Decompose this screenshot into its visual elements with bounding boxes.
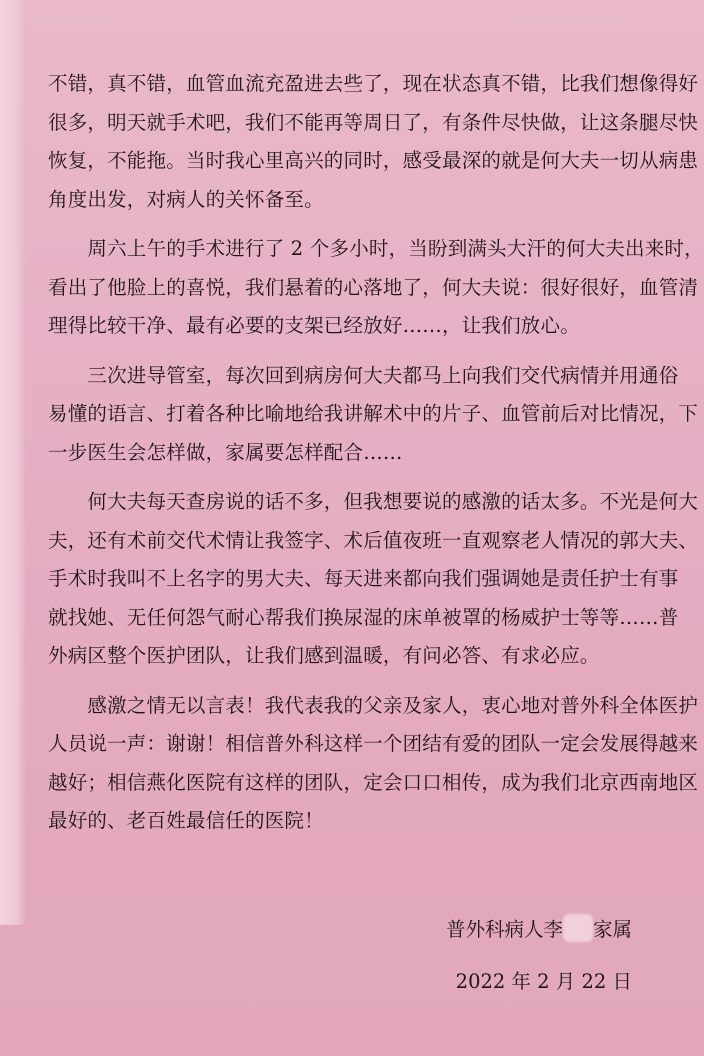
text-line: 越好；相信燕化医院有这样的团队，定会口口相传，成为我们北京西南地区 xyxy=(48,770,699,794)
text-line: 很多，明天就手术吧，我们不能再等周日了，有条件尽快做，让这条腿尽快 xyxy=(48,110,699,134)
signature-name xyxy=(446,906,632,954)
text-line: 易懂的语言、打着各种比喻地给我讲解术中的片子、血管前后对比情况，下 xyxy=(48,402,699,425)
signature-date: 2022 年 2 月 22 日 xyxy=(455,970,632,993)
text-line: 感激之情无以言表！我代表我的父亲及家人，衷心地对普外科全体医护 xyxy=(48,693,699,717)
text-line: 手术时我叫不上名字的男大夫、每天进来都向我们强调她是责任护士有事 xyxy=(48,567,679,590)
text-line: 何大夫每天查房说的话不多，但我想要说的感激的话太多。不光是何大 xyxy=(48,490,699,513)
text-line: 看出了他脸上的喜悦，我们悬着的心落地了，何大夫说：很好很好，血管清 xyxy=(48,275,699,299)
text-line: 人员说一声：谢谢！相信普外科这样一个团结有爱的团队一定会发展得越来 xyxy=(48,732,699,755)
text-line: 角度出发，对病人的关怀备至。 xyxy=(48,187,324,211)
paragraph-2 xyxy=(48,230,704,346)
text-line: 一步医生会怎样做，家属要怎样配合…… xyxy=(48,440,403,464)
paragraph-3 xyxy=(48,357,699,473)
signature-block xyxy=(446,906,632,1006)
paper-edge xyxy=(0,0,26,925)
text-line: 最好的、老百姓最信任的医院！ xyxy=(48,809,324,832)
redaction-mark xyxy=(563,914,593,942)
text-line: 夫，还有术前交代术情让我签字、术后值夜班一直观察老人情况的郭大夫、 xyxy=(48,528,699,552)
signature-name-prefix: 普外科病人李 xyxy=(445,918,563,941)
signature-name-suffix: 家属 xyxy=(592,918,632,941)
text-line: 周六上午的手术进行了 2 个多小时，当盼到满头大汗的何大夫出来时， xyxy=(48,237,704,260)
text-line: 外病区整个医护团队，让我们感到温暖，有问必答、有求必应。 xyxy=(48,644,600,667)
paragraph-4 xyxy=(48,483,699,676)
paragraph-5 xyxy=(48,687,699,841)
text-line: 不错，真不错，血管血流充盈进去些了，现在状态真不错，比我们想像得好 xyxy=(48,72,699,95)
text-line: 恢复，不能拖。当时我心里高兴的同时，感受最深的就是何大夫一切从病患 xyxy=(48,149,699,172)
text-line: 三次进导管室，每次回到病房何大夫都马上向我们交代病情并用通俗 xyxy=(48,363,679,387)
letter-body xyxy=(48,65,704,852)
text-line: 理得比较干净、最有必要的支架已经放好……，让我们放心。 xyxy=(48,314,580,337)
text-line: 就找她、无任何怨气耐心帮我们换尿湿的床单被罩的杨威护士等等……普 xyxy=(48,605,679,629)
paragraph-1 xyxy=(48,65,699,219)
